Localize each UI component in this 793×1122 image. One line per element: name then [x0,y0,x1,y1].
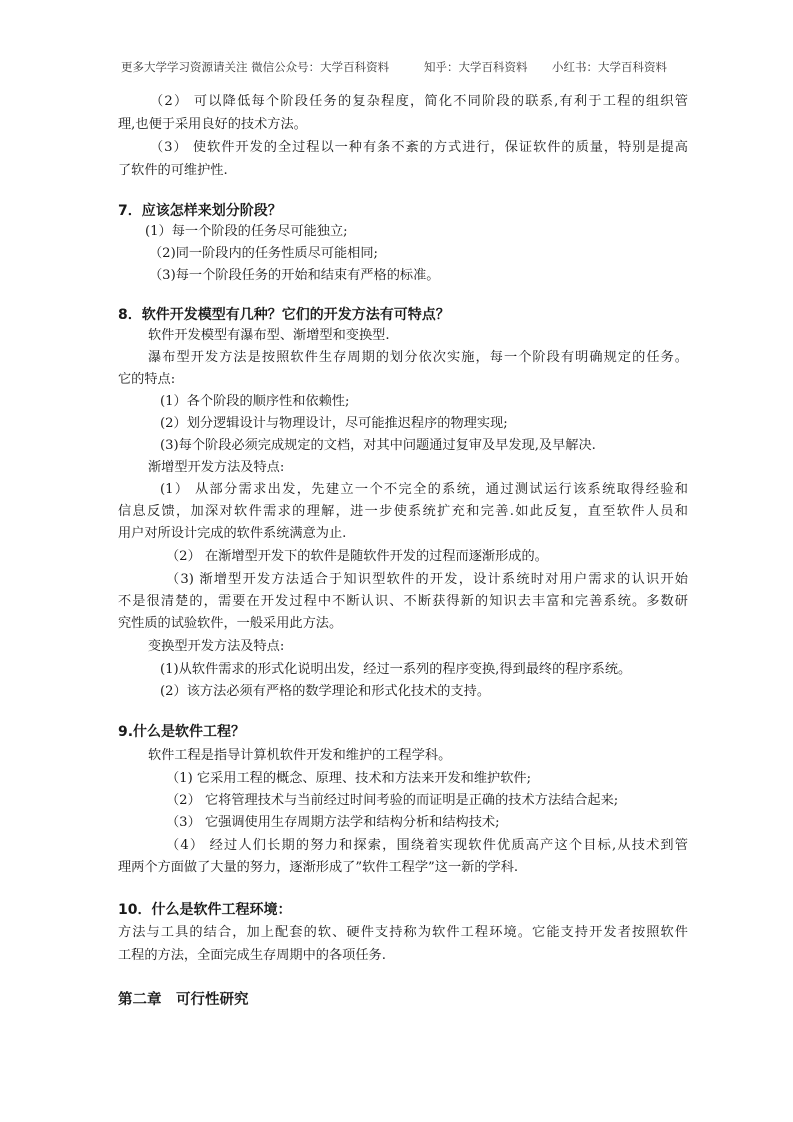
paragraph-line: 软件工程是指导计算机软件开发和维护的工程学科。 [148,748,452,763]
paragraph-line: 不是很清楚的，需要在开发过程中不断认识、不断获得新的知识去丰富和完善系统。多数研 [118,594,688,609]
list-item: (1） 从部分需求出发，先建立一个不完全的系统，通过测试运行该系统取得经验和 [160,482,688,497]
chapter-heading: 第二章 可行性研究 [118,992,249,1008]
list-item: (1)从软件需求的形式化说明出发，经过一系列的程序变换,得到最终的程序系统。 [160,662,632,677]
section-heading: 9.什么是软件工程？ [118,724,246,740]
header-left: 更多大学学习资源请关注 微信公众号：大学百科资料 [121,60,390,74]
list-item: (3)每个阶段必须完成规定的文档，对其中问题通过复审及早发现,及早解决. [160,438,596,453]
paragraph-line: 软件开发模型有瀑布型、渐增型和变换型. [148,328,390,343]
list-item: (2）划分逻辑设计与物理设计，尽可能推迟程序的物理实现; [160,416,508,431]
paragraph-line: 理,也便于采用良好的技术方法。 [118,117,307,132]
list-item: （2） 在渐增型开发下的软件是随软件开发的过程而逐渐形成的。 [166,549,548,564]
paragraph-line: 信息反馈，加深对软件需求的理解，进一步使系统扩充和完善.如此反复，直至软件人员和 [118,504,688,519]
list-item: （3） 它强调使用生存周期方法学和结构分析和结构技术; [166,815,500,830]
list-item: (1）每一个阶段的任务尽可能独立; [145,224,348,239]
paragraph-line: 了软件的可维护性. [118,163,228,178]
list-item: （2） 它将管理技术与当前经过时间考验的而证明是正确的技术方法结合起来; [166,793,619,808]
list-item: （3) 渐增型开发方法适合于知识型软件的开发，设计系统时对用户需求的认识开始 [166,572,688,587]
list-item: (2）该方法必须有严格的数学理论和形式化技术的支持。 [160,684,491,699]
list-item: （3)每一个阶段任务的开始和结束有严格的标准。 [149,268,440,283]
section-heading: 7．应该怎样来划分阶段？ [118,203,282,219]
section-heading: 8．软件开发模型有几种？它们的开发方法有可特点？ [118,307,450,323]
paragraph-line: （3） 使软件开发的全过程以一种有条不紊的方式进行，保证软件的质量，特别是提高 [150,140,688,155]
header-right: 小红书：大学百科资料 [552,60,667,74]
paragraph-line: 它的特点: [118,372,176,387]
list-item: (1）各个阶段的顺序性和依赖性; [160,394,350,409]
paragraph-line: （2） 可以降低每个阶段任务的复杂程度，简化不同阶段的联系,有利于工程的组织管 [150,94,688,109]
list-item: （2)同一阶段内的任务性质尽可能相同; [149,246,378,261]
paragraph-line: 用户对所设计完成的软件系统满意为止. [118,526,347,541]
paragraph-line: 瀑布型开发方法是按照软件生存周期的划分依次实施，每一个阶段有明确规定的任务。 [148,350,688,365]
paragraph-line: 理两个方面做了大量的努力，逐渐形成了”软件工程学”这一新的学科. [118,860,519,875]
header-middle: 知乎：大学百科资料 [424,60,528,74]
paragraph-line: 究性质的试验软件，一般采用此方法。 [118,616,343,631]
paragraph-line: 渐增型开发方法及特点: [148,460,285,475]
list-item: （1) 它采用工程的概念、原理、技术和方法来开发和维护软件; [166,771,532,786]
section-heading: 10．什么是软件工程环境： [118,902,292,918]
paragraph-line: 变换型开发方法及特点: [148,639,285,654]
list-item: （4） 经过人们长期的努力和探索，围绕着实现软件优质高产这个目标,从技术到管 [166,838,688,853]
paragraph-line: 工程的方法，全面完成生存周期中的各项任务. [118,948,386,963]
paragraph-line: 方法与工具的结合，加上配套的软、硬件支持称为软件工程环境。它能支持开发者按照软件 [118,925,688,940]
